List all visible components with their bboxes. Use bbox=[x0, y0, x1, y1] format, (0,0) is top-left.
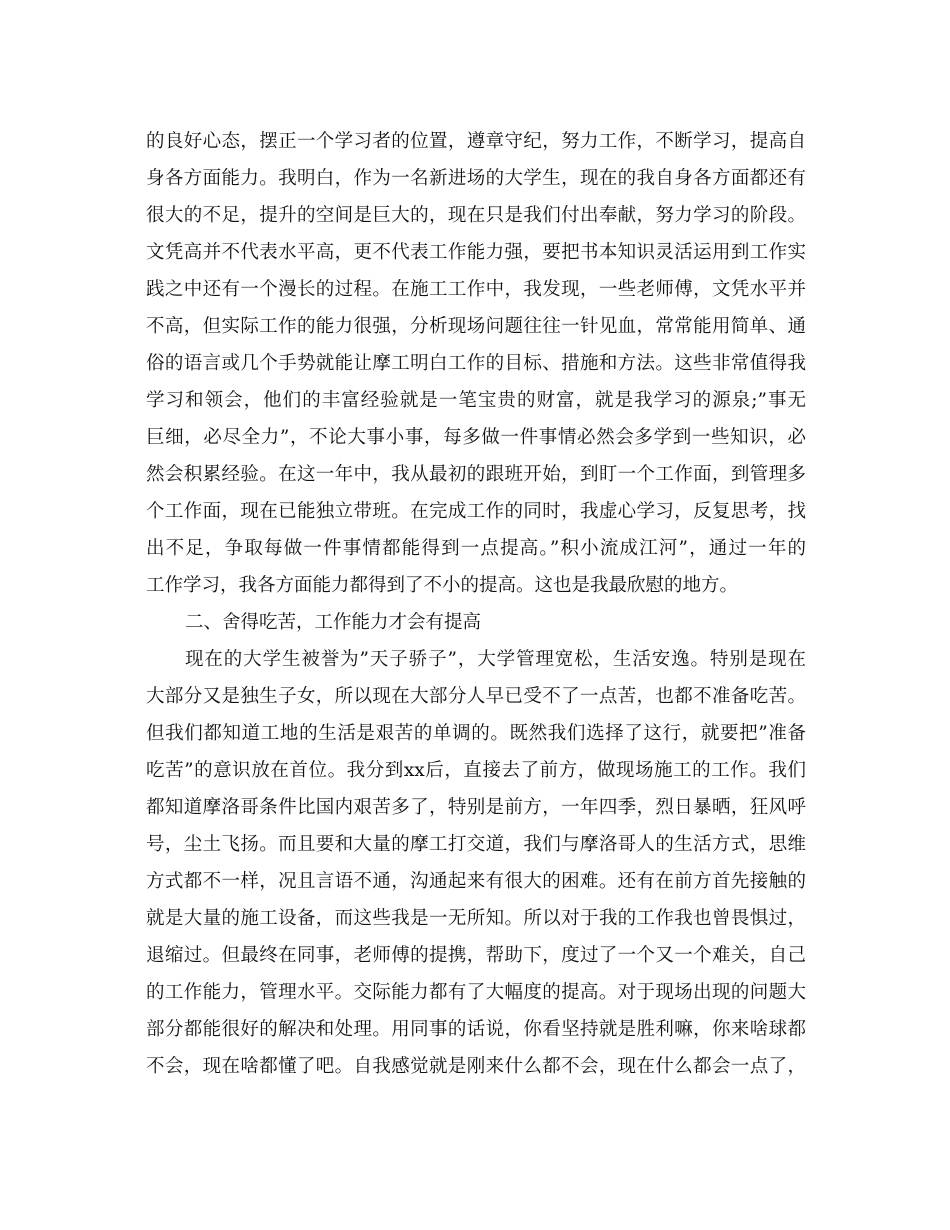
text-line: 文凭高并不代表水平高，更不代表工作能力强，要把书本知识灵活运用到工作实 bbox=[146, 242, 806, 263]
text-line: 部分都能很好的解决和处理。用同事的话说，你看坚持就是胜利嘛，你来啥球都 bbox=[146, 1019, 806, 1040]
text-line: 方式都不一样，况且言语不通，沟通起来有很大的困难。还有在前方首先接触的 bbox=[146, 871, 806, 892]
paragraph-first-line: 现在的大学生被誉为”天子骄子”，大学管理宽松，生活安逸。特别是现在 bbox=[185, 649, 806, 670]
text-line: 俗的语言或几个手势就能让摩工明白工作的目标、措施和方法。这些非常值得我 bbox=[146, 353, 806, 374]
text-line: 不会，现在啥都懂了吧。自我感觉就是刚来什么都不会，现在什么都会一点了， bbox=[146, 1056, 806, 1077]
text-line: 然会积累经验。在这一年中，我从最初的跟班开始，到盯一个工作面，到管理多 bbox=[146, 464, 806, 485]
text-line: 践之中还有一个漫长的过程。在施工工作中，我发现，一些老师傅，文凭水平并 bbox=[146, 279, 806, 300]
text-line: 就是大量的施工设备，而这些我是一无所知。所以对于我的工作我也曾畏惧过， bbox=[146, 908, 806, 929]
text-line: 很大的不足，提升的空间是巨大的，现在只是我们付出奉献，努力学习的阶段。 bbox=[146, 205, 806, 226]
text-line: 学习和领会，他们的丰富经验就是一笔宝贵的财富，就是我学习的源泉;”事无 bbox=[146, 390, 806, 411]
section-heading: 二、舍得吃苦，工作能力才会有提高 bbox=[185, 612, 482, 633]
text-line: 身各方面能力。我明白，作为一名新进场的大学生，现在的我自身各方面都还有 bbox=[146, 168, 806, 189]
text-line: 个工作面，现在已能独立带班。在完成工作的同时，我虚心学习，反复思考，找 bbox=[146, 501, 806, 522]
text-line: 但我们都知道工地的生活是艰苦的单调的。既然我们选择了这行，就要把”准备 bbox=[146, 723, 806, 744]
text-line: 不高，但实际工作的能力很强，分析现场问题往往一针见血，常常能用简单、通 bbox=[146, 316, 806, 337]
text-line: 退缩过。但最终在同事，老师傅的提携，帮助下，度过了一个又一个难关，自己 bbox=[146, 945, 806, 966]
text-line: 吃苦”的意识放在首位。我分到xx后，直接去了前方，做现场施工的工作。我们 bbox=[146, 760, 806, 781]
text-line: 巨细，必尽全力”，不论大事小事，每多做一件事情必然会多学到一些知识，必 bbox=[146, 427, 806, 448]
text-line: 的良好心态，摆正一个学习者的位置，遵章守纪，努力工作，不断学习，提高自 bbox=[146, 131, 806, 152]
text-line: 号，尘土飞扬。而且要和大量的摩工打交道，我们与摩洛哥人的生活方式，思维 bbox=[146, 834, 806, 855]
text-line: 的工作能力，管理水平。交际能力都有了大幅度的提高。对于现场出现的问题大 bbox=[146, 982, 806, 1003]
text-line: 都知道摩洛哥条件比国内艰苦多了，特别是前方，一年四季，烈日暴晒，狂风呼 bbox=[146, 797, 806, 818]
text-line: 工作学习，我各方面能力都得到了不小的提高。这也是我最欣慰的地方。 bbox=[146, 575, 739, 596]
text-line: 出不足，争取每做一件事情都能得到一点提高。”积小流成江河”，通过一年的 bbox=[146, 538, 806, 559]
text-line: 大部分又是独生子女，所以现在大部分人早已受不了一点苦，也都不准备吃苦。 bbox=[146, 686, 806, 707]
